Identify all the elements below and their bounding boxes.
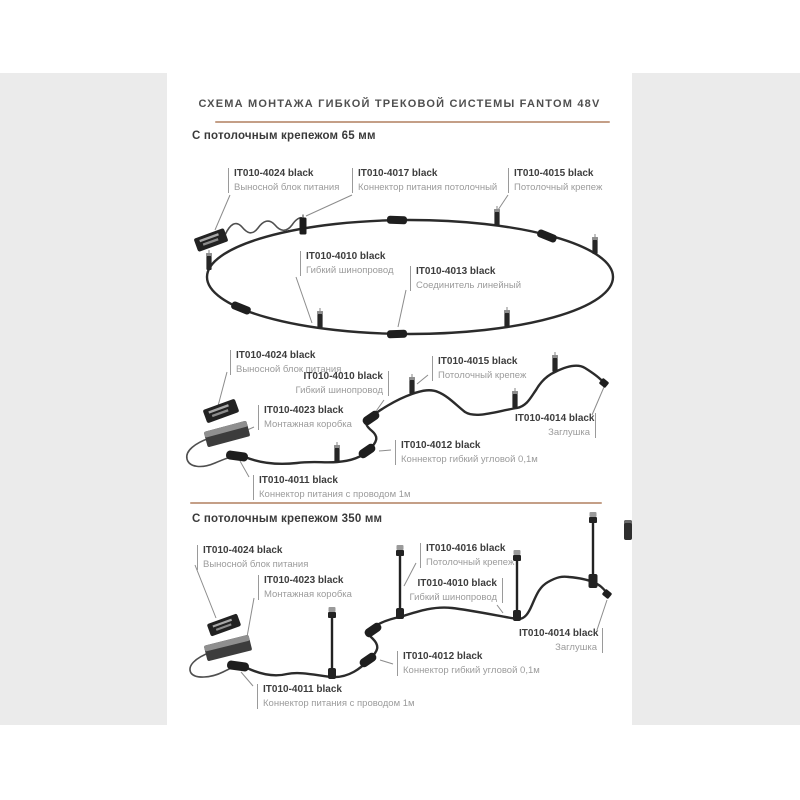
feed-connector xyxy=(226,660,249,672)
part-code: IT010-4010 black xyxy=(303,371,383,382)
part-code: IT010-4024 black xyxy=(203,545,283,556)
part-code: IT010-4017 black xyxy=(358,168,438,179)
part-desc: Заглушка xyxy=(555,641,597,653)
part-desc: Соединитель линейный xyxy=(416,279,522,291)
leader-corner-connector xyxy=(379,450,391,451)
part-code: IT010-4010 black xyxy=(306,251,386,262)
part-desc: Гибкий шинопровод xyxy=(409,591,497,603)
part-desc: Коннектор питания потолочный xyxy=(358,181,498,193)
linear-connector xyxy=(536,229,558,244)
part-label-it010-4014 xyxy=(515,413,596,438)
ceiling-mount-pin xyxy=(512,388,518,408)
part-label-it010-4015 xyxy=(432,356,526,381)
long-ceiling-mount-pin xyxy=(396,545,404,619)
ceiling-mount-pin xyxy=(317,308,323,328)
leader-feed-connector xyxy=(240,461,249,477)
part-code: IT010-4015 black xyxy=(438,356,518,367)
part-label-it010-4016 xyxy=(420,543,514,568)
part-desc: Гибкий шинопровод xyxy=(306,264,394,276)
power-supply-unit xyxy=(194,228,229,252)
part-label-it010-4011 xyxy=(257,684,415,709)
linear-connector xyxy=(230,301,252,316)
part-label-it010-4014 xyxy=(519,628,603,653)
long-ceiling-mount-pin xyxy=(589,512,598,588)
leader-flex-track xyxy=(497,605,503,613)
ceiling-mount-pin xyxy=(334,442,340,462)
part-desc: Коннектор питания с проводом 1м xyxy=(263,697,415,709)
part-desc: Выносной блок питания xyxy=(234,181,340,193)
linear-connector xyxy=(387,216,407,225)
part-label-it010-4011 xyxy=(253,475,411,500)
leader-end-cap xyxy=(592,387,604,415)
part-code: IT010-4012 black xyxy=(401,440,481,451)
part-label-it010-4023 xyxy=(258,405,352,430)
part-code: IT010-4015 black xyxy=(514,168,594,179)
mounting-box xyxy=(204,421,251,448)
leader-power-supply xyxy=(218,372,227,406)
background-right-margin xyxy=(632,73,800,725)
part-code: IT010-4016 black xyxy=(426,543,506,554)
part-code: IT010-4010 black xyxy=(417,578,497,589)
leader-linear-joint xyxy=(398,290,406,327)
part-code: IT010-4011 black xyxy=(263,684,342,695)
part-label-it010-4012 xyxy=(397,651,540,676)
leader-ceiling-mount xyxy=(417,375,428,384)
part-label-it010-4010 xyxy=(407,578,503,603)
ceiling-mount-pin xyxy=(504,307,510,327)
part-code: IT010-4014 black xyxy=(519,628,599,639)
long-ceiling-mount-pin xyxy=(328,607,336,679)
part-label-it010-4024 xyxy=(197,545,308,570)
part-desc: Потолочный крепеж xyxy=(438,369,527,381)
leader-feed-connector xyxy=(241,672,253,686)
part-desc: Потолочный крепеж xyxy=(514,181,603,193)
part-code: IT010-4013 black xyxy=(416,266,496,277)
leader-corner-connector xyxy=(380,660,393,664)
part-desc: Гибкий шинопровод xyxy=(295,384,383,396)
document-page xyxy=(167,73,632,725)
power-supply-unit xyxy=(207,613,242,636)
part-code: IT010-4014 black xyxy=(515,413,595,424)
power-cord xyxy=(225,218,302,235)
power-supply-unit xyxy=(203,399,240,424)
part-desc: Выносной блок питания xyxy=(203,558,309,570)
section-heading-350mm: С потолочным крепежом 350 мм xyxy=(192,513,383,525)
part-code: IT010-4024 black xyxy=(236,350,316,361)
part-label-it010-4012 xyxy=(395,440,538,465)
part-code: IT010-4023 black xyxy=(264,405,344,416)
linear-connector xyxy=(387,330,407,339)
leader-ceiling-feed-connector xyxy=(306,195,352,216)
part-desc: Заглушка xyxy=(548,426,590,438)
part-desc: Монтажная коробка xyxy=(264,588,352,600)
part-label-it010-4015 xyxy=(508,168,602,193)
page-title: СХЕМА МОНТАЖА ГИБКОЙ ТРЕКОВОЙ СИСТЕМЫ FANTOM 48V xyxy=(198,98,601,110)
part-desc: Коннектор питания с проводом 1м xyxy=(259,488,411,500)
part-desc: Коннектор гибкий угловой 0,1м xyxy=(403,664,540,676)
part-desc: Монтажная коробка xyxy=(264,418,352,430)
part-desc: Выносной блок питания xyxy=(236,363,342,375)
leader-flex-track xyxy=(296,277,312,323)
leader-power-supply xyxy=(195,565,216,618)
ceiling-mount-pin xyxy=(494,206,500,226)
part-code: IT010-4011 black xyxy=(259,475,338,486)
ceiling-mount-pin xyxy=(206,250,212,270)
part-label-it010-4010 xyxy=(300,251,394,276)
background-left-margin xyxy=(0,73,167,725)
ceiling-mount-pin xyxy=(592,234,598,254)
part-code: IT010-4012 black xyxy=(403,651,483,662)
part-code: IT010-4024 black xyxy=(234,168,314,179)
leader-end-cap xyxy=(597,600,607,630)
leader-mounting-box xyxy=(247,598,254,637)
part-code: IT010-4023 black xyxy=(264,575,344,586)
section-heading-65mm: С потолочным крепежом 65 мм xyxy=(192,130,376,142)
part-desc: Коннектор гибкий угловой 0,1м xyxy=(401,453,538,465)
leader-power-supply xyxy=(215,195,230,230)
part-label-it010-4017 xyxy=(352,168,497,193)
ceiling-mount-pin xyxy=(409,374,415,394)
part-desc: Потолочный крепеж xyxy=(426,556,515,568)
ceiling-mount-pin xyxy=(552,352,558,372)
part-label-it010-4010 xyxy=(295,371,389,396)
title-divider-line xyxy=(215,121,610,123)
clipped-edge-component xyxy=(624,520,632,540)
section-divider-line xyxy=(190,502,602,504)
part-label-it010-4013 xyxy=(410,266,521,291)
part-label-it010-4023 xyxy=(258,575,352,600)
leader-ceiling-mount xyxy=(498,195,508,210)
feed-connector xyxy=(225,450,248,462)
mounting-box xyxy=(204,635,253,662)
part-label-it010-4024 xyxy=(228,168,339,193)
